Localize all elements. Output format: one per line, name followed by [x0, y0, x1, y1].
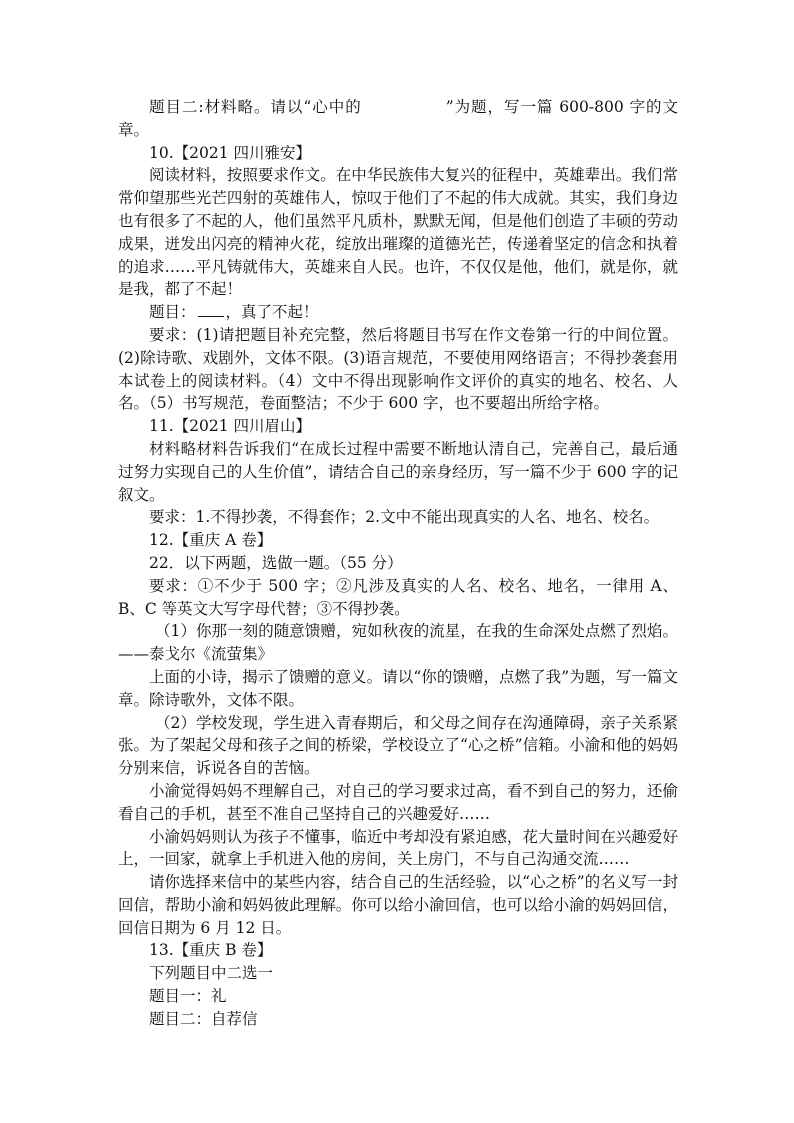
section-heading-13: 13.【重庆 B 卷】: [149, 941, 273, 960]
topic-two-text-b: ”为题，写一篇 600-800 字的文章。: [118, 98, 679, 139]
paragraph-10-requirements: 要求：(1)请把题目补充完整，然后将题目书写在作文卷第一行的中间位置。(2)除诗歌、戏剧外，文体不限。(3)语言规范，不要使用网络语言；不得抄袭套用本试卷上的阅读材料。（4）文中不得出现影响作文评价的真实的地名、校名、人名。（5）书写规范，卷面整洁；不少于 600 字，也不要超出所给字格。: [118, 325, 678, 413]
paragraph-topic-two: [118, 96, 678, 142]
paragraph-11-material: 材料略材料告诉我们“在成长过程中需要不断地认清自己，完善自己，最后通过努力实现自己的人生价值”，请结合自己的亲身经历，写一篇不少于 600 字的记叙文。: [118, 439, 678, 504]
document-body: [118, 96, 678, 1031]
title-suffix: ，真了不起！: [225, 303, 319, 322]
paragraph-12-option-2-task: 请你选择来信中的某些内容，结合自己的生活经验，以“心之桥”的名义写一封回信，帮助小渝和妈妈彼此理解。你可以给小渝回信，也可以给小渝的妈妈回信，回信日期为 6 月 12 日。: [118, 873, 678, 937]
paragraph-10-title: [118, 301, 678, 324]
section-heading-12: 12.【重庆 A 卷】: [149, 531, 273, 550]
paragraph-12-option-2-mother: 小渝妈妈则认为孩子不懂事，临近中考却没有紧迫感，花大量时间在兴趣爱好上，一回家，就拿上手机进入他的房间，关上房门，不与自己沟通交流……: [118, 827, 678, 869]
paragraph-12-option-1-prompt: 上面的小诗，揭示了馈赠的意义。请以“你的馈赠，点燃了我”为题，写一篇文章。除诗歌外，文体不限。: [118, 667, 678, 709]
paragraph-12-option-1: （1）你那一刻的随意馈赠，宛如秋夜的流星，在我的生命深处点燃了烈焰。——泰戈尔《流萤集》: [118, 622, 678, 664]
paragraph-12-option-2-child: 小渝觉得妈妈不理解自己，对自己的学习要求过高，看不到自己的努力，还偷看自己的手机，甚至不准自己坚持自己的兴趣爱好……: [118, 781, 678, 823]
section-heading-10: 10.【2021 四川雅安】: [149, 143, 312, 162]
paragraph-12-question: 22．以下两题，选做一题。（55 分）: [149, 553, 403, 572]
section-heading-11: 11.【2021 四川眉山】: [149, 417, 312, 436]
topic-two-text-a: 题目二:材料略。请以“心中的: [149, 98, 362, 116]
paragraph-12-requirements: 要求：①不少于 500 字；②凡涉及真实的人名、校名、地名，一律用 A、B、C 等英文大写字母代替；③不得抄袭。: [118, 576, 678, 618]
paragraph-11-requirements: 要求：1.不得抄袭，不得套作；2.文中不能出现真实的人名、地名、校名。: [149, 508, 660, 527]
paragraph-13-topic-1: 题目一：礼: [149, 987, 227, 1006]
paragraph-12-option-2: （2）学校发现，学生进入青春期后，和父母之间存在沟通障碍，亲子关系紧张。为了架起父母和孩子之间的桥梁，学校设立了“心之桥”信箱。小渝和他的妈妈分别来信，诉说各自的苦恼。: [118, 713, 678, 778]
title-prefix: 题目：: [149, 303, 196, 322]
paragraph-10-material: 阅读材料，按照要求作文。在中华民族伟大复兴的征程中，英雄辈出。我们常常仰望那些光芒四射的英雄伟人，惊叹于他们了不起的伟大成就。其实，我们身边也有很多了不起的人，他们虽然平凡质朴，默默无闻，但是他们创造了丰硕的劳动成果，迸发出闪亮的精神火花，绽放出璀璨的道德光芒，传递着坚定的信念和执着的追求……平凡铸就伟大，英雄来自人民。也许，不仅仅是他，他们，就是你，就是我，都了不起！: [118, 166, 678, 299]
title-underline-blank: [198, 302, 224, 317]
paragraph-13-instruction: 下列题目中二选一: [149, 964, 274, 983]
paragraph-13-topic-2: 题目二：自荐信: [149, 1009, 258, 1028]
